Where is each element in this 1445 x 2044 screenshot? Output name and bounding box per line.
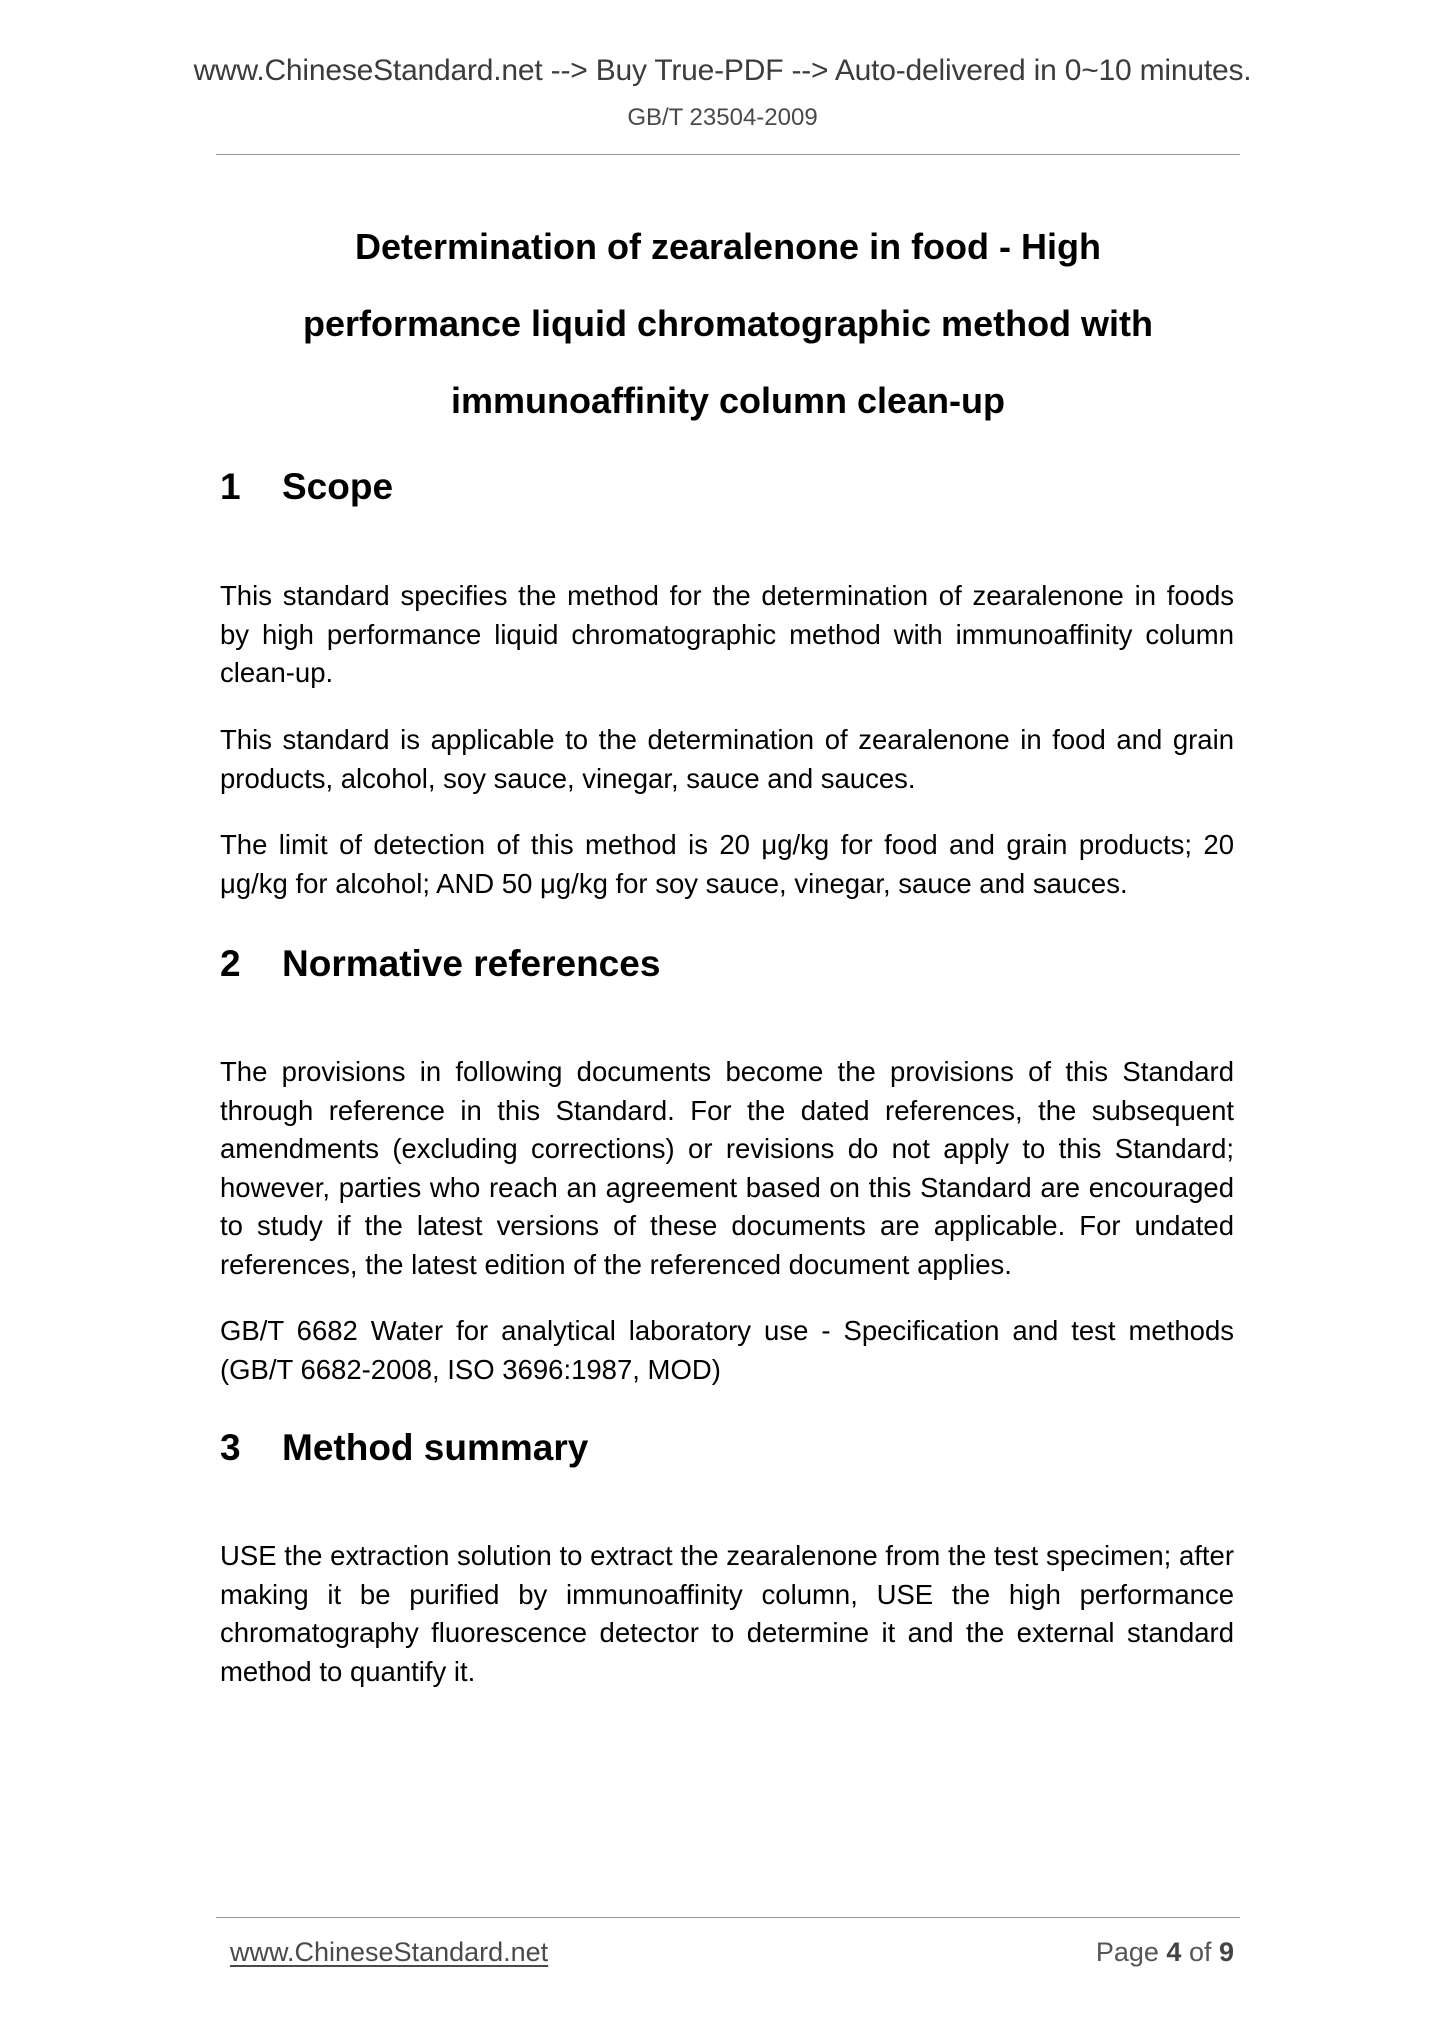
page-prefix: Page bbox=[1095, 1937, 1167, 1967]
method-summary-paragraph: USE the extraction solution to extract the zearalenone from the test specimen; after making it be purified by immunoaffinity column, USE the high performance chromatography fluorescence detector to determine it and the external standard method to quantify it. bbox=[220, 1540, 1234, 1687]
standard-code: GB/T 23504-2009 bbox=[627, 104, 818, 131]
scope-paragraph-3: The limit of detection of this method is 20 μg/kg for food and grain products; 20 μg/kg for alcohol; AND 50 μg/kg for soy sauce, vinegar, sauce and sauces. bbox=[220, 829, 1234, 899]
section-heading-normative-references bbox=[220, 943, 660, 985]
title-line-3: immunoaffinity column clean-up bbox=[450, 380, 1006, 421]
scope-paragraph-2: This standard is applicable to the determination of zearalenone in food and grain products, alcohol, soy sauce, vinegar, sauce and sauces. bbox=[220, 724, 1234, 794]
page-current: 4 bbox=[1166, 1937, 1182, 1967]
page-of: of bbox=[1181, 1937, 1219, 1967]
page-total: 9 bbox=[1218, 1937, 1234, 1967]
page-indicator bbox=[1096, 1937, 1234, 1968]
section-title: Normative references bbox=[282, 943, 661, 984]
section-number: 3 bbox=[220, 1427, 241, 1468]
document-title bbox=[216, 208, 1240, 439]
footer-website-link[interactable]: www.ChineseStandard.net bbox=[230, 1937, 549, 1967]
section-title: Method summary bbox=[282, 1427, 589, 1468]
header-divider bbox=[216, 154, 1240, 155]
section-title: Scope bbox=[282, 466, 394, 507]
scope-paragraph-1: This standard specifies the method for the determination of zearalenone in foods by high performance liquid chromatographic method with immunoaffinity column clean-up. bbox=[220, 580, 1234, 688]
footer-divider bbox=[216, 1917, 1240, 1918]
section-heading-scope bbox=[220, 466, 393, 508]
section-heading-method-summary bbox=[220, 1427, 588, 1469]
title-line-2: performance liquid chromatographic method with bbox=[302, 303, 1154, 344]
normative-paragraph-1: The provisions in following documents become the provisions of this Standard through reference in this Standard. For the dated references, the subsequent amendments (excluding corrections) or revisions do not apply to this Standard; however, parties who reach an agreement based on this Standard are encouraged to study if the latest versions of these documents are applicable. For undated references, the latest edition of the referenced document applies. bbox=[220, 1056, 1234, 1280]
title-line-1: Determination of zearalenone in food - High bbox=[354, 226, 1102, 267]
section-number: 2 bbox=[220, 943, 241, 984]
normative-reference-gbt6682: GB/T 6682 Water for analytical laboratory use - Specification and test methods (GB/T 6682-2008, ISO 3696:1987, MOD) bbox=[220, 1315, 1234, 1385]
header-banner: www.ChineseStandard.net --> Buy True-PDF --> Auto-delivered in 0~10 minutes. bbox=[193, 54, 1252, 87]
section-number: 1 bbox=[220, 466, 241, 507]
